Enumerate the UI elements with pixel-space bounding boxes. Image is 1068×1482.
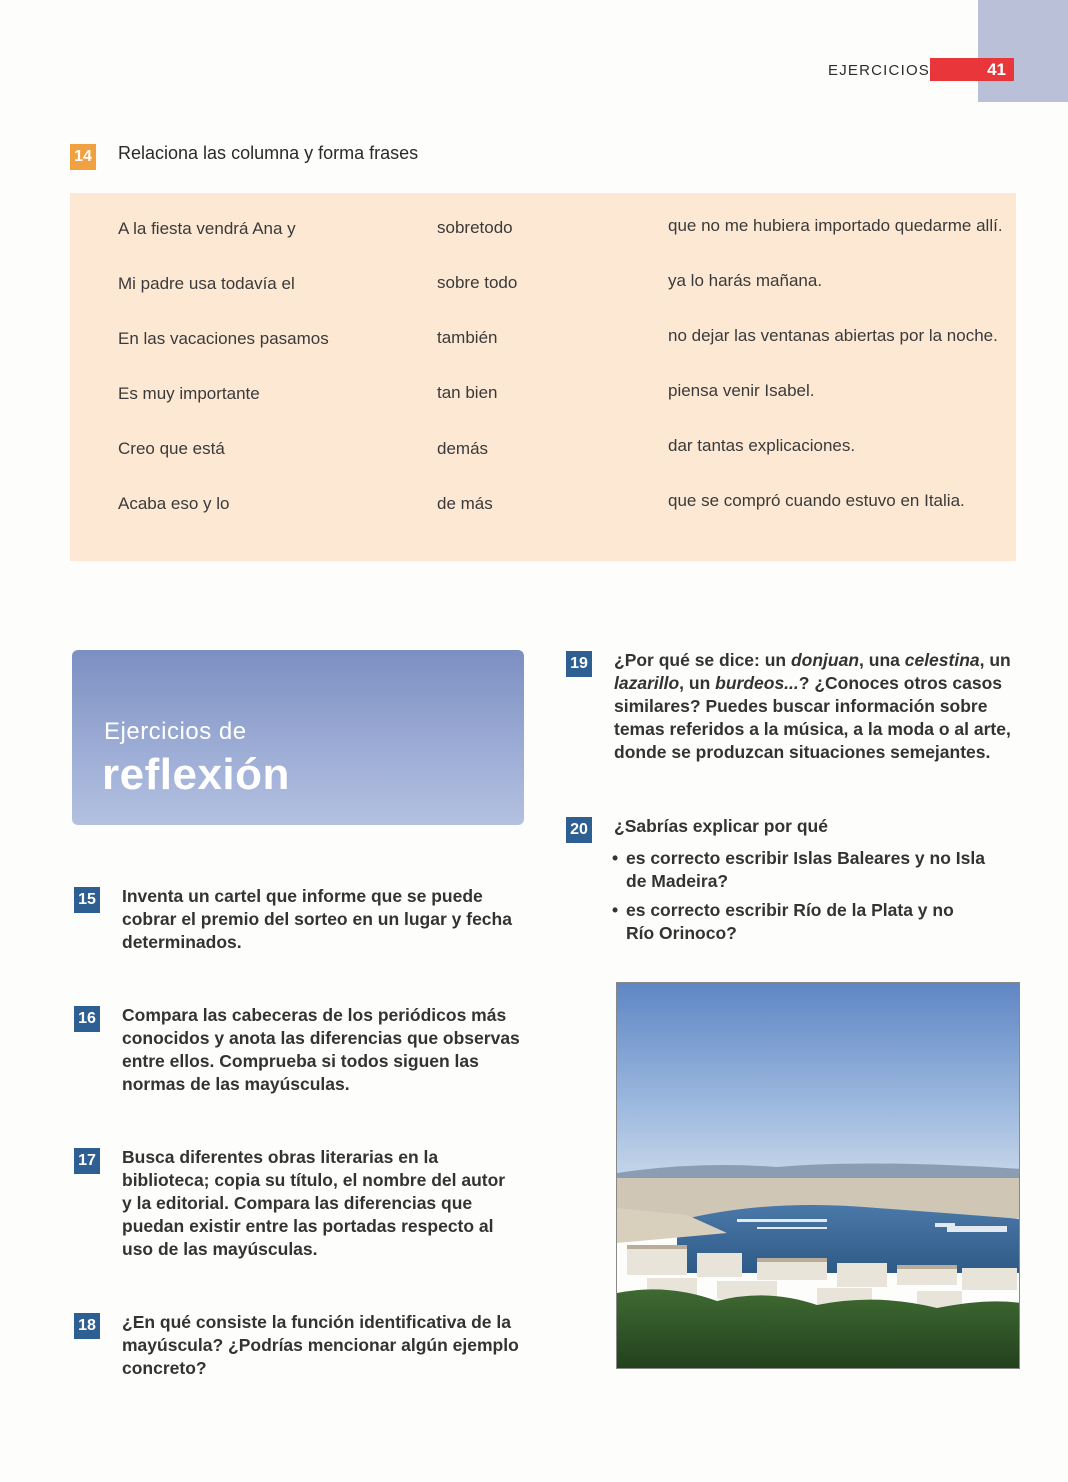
exercise-18-text: ¿En qué consiste la función identificativa de la mayúscula? ¿Podrías mencionar algún ejemplo concreto?: [122, 1312, 519, 1378]
col1-item: Mi padre usa todavía el: [118, 274, 295, 293]
col3-item: ya lo harás mañana.: [668, 271, 823, 290]
col1-item: A la fiesta vendrá Ana y: [118, 219, 296, 238]
match-columns-panel: [70, 193, 1016, 561]
harbor-city-photo: [616, 982, 1020, 1369]
exercise-16-text: Compara las cabeceras de los periódicos más conocidos y anota las diferencias que observas entre ellos. Comprueba si todos siguen las normas de las mayúsculas.: [122, 1005, 520, 1094]
exercise-19-number: 19: [566, 651, 592, 677]
section-label: EJERCICIOS: [828, 62, 931, 79]
exercise-17-text: Busca diferentes obras literarias en la biblioteca; copia su título, el nombre del autor y la editorial. Compara las diferencias que puedan existir entre las portadas respecto al uso de las mayúsculas.: [122, 1147, 506, 1259]
col1-item: En las vacaciones pasamos: [118, 329, 329, 348]
col2-item: sobretodo: [437, 218, 513, 237]
banner-subtitle: Ejercicios de: [104, 718, 247, 745]
exercise-16-number: 16: [74, 1006, 100, 1032]
col2-item: tan bien: [437, 383, 498, 402]
col3-item: que se compró cuando estuvo en Italia.: [668, 491, 965, 510]
col3-item: piensa venir Isabel.: [668, 381, 815, 400]
col3-item: dar tantas explicaciones.: [668, 436, 856, 455]
col3-item: que no me hubiera importado quedarme allí.: [668, 216, 1003, 235]
col2-item: de más: [437, 494, 493, 513]
exercise-15-number: 15: [74, 887, 100, 913]
col2-item: sobre todo: [437, 273, 518, 292]
exercise-14-title: Relaciona las columna y forma frases: [118, 143, 419, 163]
banner-title: reflexión: [102, 750, 290, 799]
exercise-20-question: ¿Sabrías explicar por qué: [614, 816, 828, 836]
reflexion-banner: [72, 650, 524, 825]
corner-tab: [978, 0, 1068, 102]
col2-item: demás: [437, 439, 489, 458]
col3-item: no dejar las ventanas abiertas por la noche.: [668, 326, 998, 345]
exercise-18-number: 18: [74, 1313, 100, 1339]
bullet-item: • es correcto escribir Islas Baleares y no Isla de Madeira?: [612, 847, 1032, 893]
exercise-20-number: 20: [566, 817, 592, 843]
exercise-14-number: 14: [70, 144, 96, 170]
exercise-15-text: Inventa un cartel que informe que se puede cobrar el premio del sorteo en un lugar y fecha determinados.: [122, 886, 512, 952]
col1-item: Acaba eso y lo: [118, 494, 230, 513]
exercise-20-bullets: [612, 847, 1032, 951]
col1-item: Creo que está: [118, 439, 225, 458]
exercise-19-text: ¿Por qué se dice: un donjuan, una celestina, un lazarillo, un burdeos...? ¿Conoces otros casos similares? Puedes buscar información sobre temas referidos a la música, a la moda o al arte, donde se produzcan situaciones semejantes.: [614, 650, 1011, 762]
col1-item: Es muy importante: [118, 384, 260, 403]
exercise-17-number: 17: [74, 1148, 100, 1174]
bullet-item: • es correcto escribir Río de la Plata y no Río Orinoco?: [612, 899, 1032, 945]
col2-item: también: [437, 328, 498, 347]
page-number: 41: [930, 58, 1014, 81]
